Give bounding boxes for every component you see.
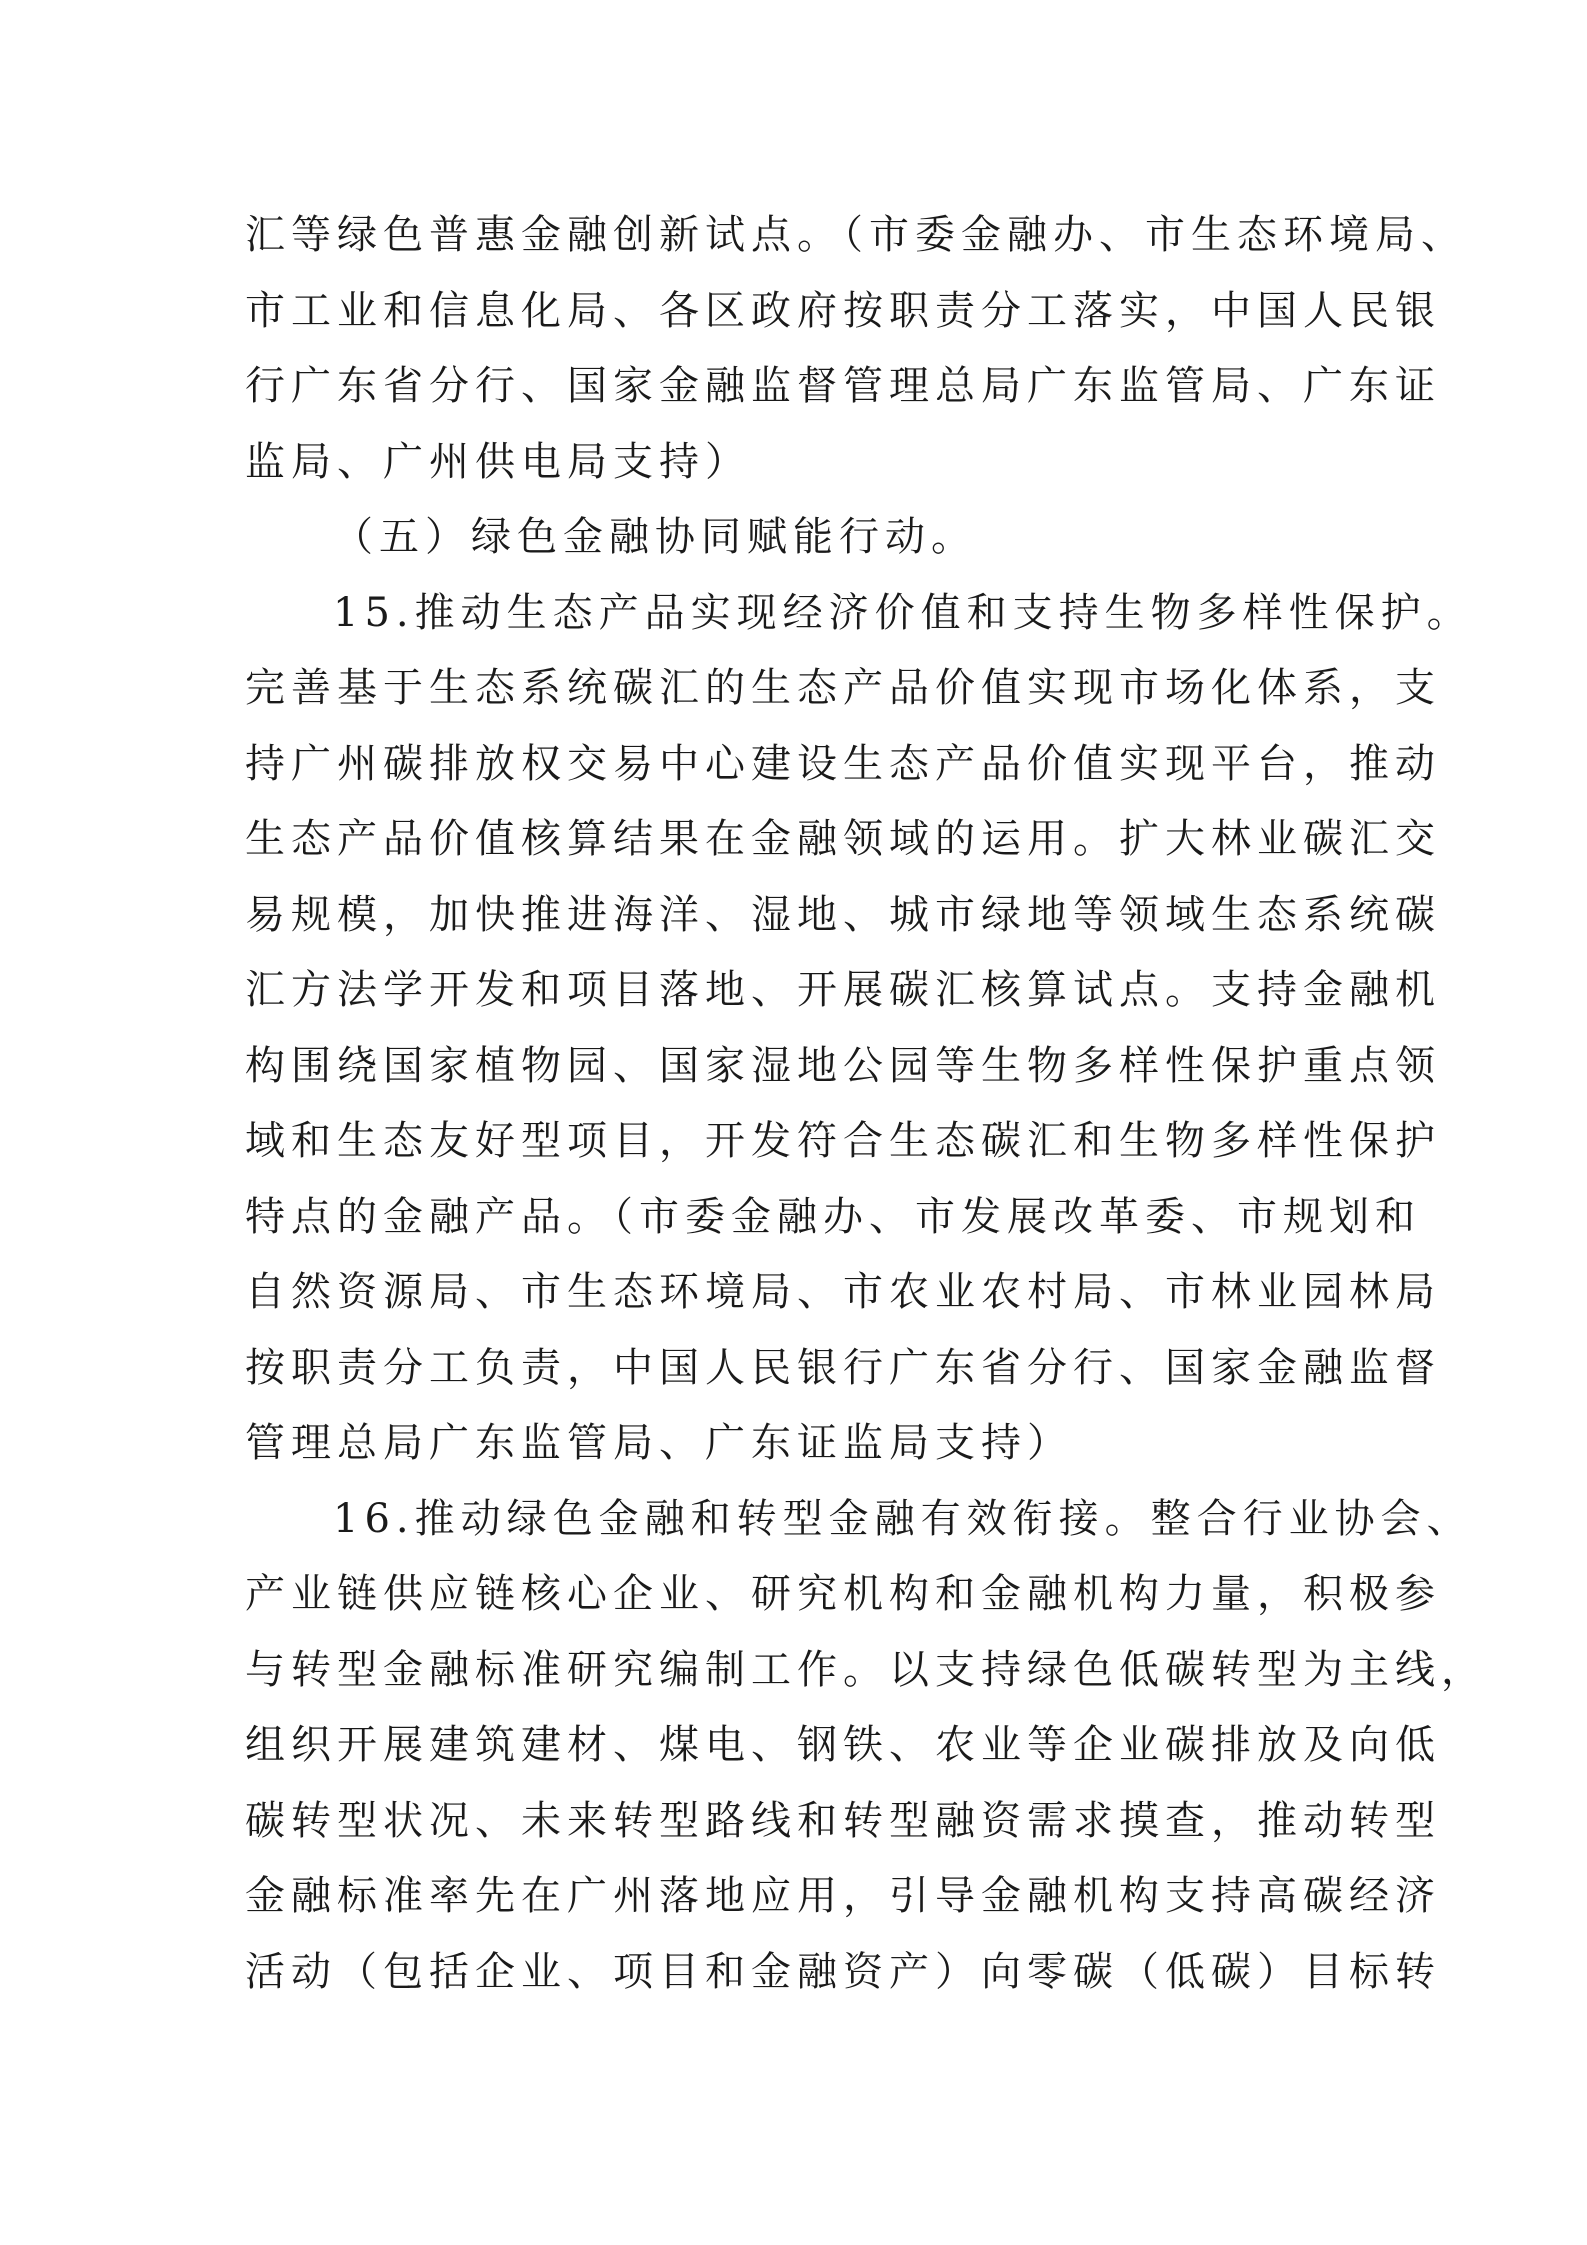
text-line: 活动（包括企业、项目和金融资产）向零碳（低碳）目标转 [245, 1948, 1441, 1995]
text-line: 市工业和信息化局、各区政府按职责分工落实，中国人民银 [245, 287, 1441, 334]
text-line: 自然资源局、市生态环境局、市农业农村局、市林业园林局 [245, 1269, 1441, 1315]
text-line: 与转型金融标准研究编制工作。以支持绿色低碳转型为主线， [245, 1646, 1487, 1693]
text-line: 金融标准率先在广州落地应用，引导金融机构支持高碳经济 [245, 1873, 1441, 1919]
text-line: 监局、广州供电局支持） [245, 438, 751, 485]
text-line: 汇方法学开发和项目落地、开展碳汇核算试点。支持金融机 [245, 967, 1441, 1013]
text-line: 产业链供应链核心企业、研究机构和金融机构力量，积极参 [245, 1571, 1441, 1617]
body-text [245, 198, 1487, 2010]
text-line: 域和生态友好型项目，开发符合生态碳汇和生物多样性保护 [245, 1118, 1441, 1164]
item-15-title-line: 15.推动生态产品实现经济价值和支持生物多样性保护。 [333, 589, 1473, 636]
item-16-title-line: 16.推动绿色金融和转型金融有效衔接。整合行业协会、 [333, 1495, 1473, 1542]
text-line: 汇等绿色普惠金融创新试点。（市委金融办、市生态环境局、 [245, 212, 1467, 258]
text-line: 碳转型状况、未来转型路线和转型融资需求摸查，推动转型 [245, 1797, 1441, 1844]
text-line: 持广州碳排放权交易中心建设生态产品价值实现平台，推动 [245, 740, 1441, 787]
text-line: 组织开展建筑建材、煤电、钢铁、农业等企业碳排放及向低 [245, 1722, 1441, 1768]
text-line: 构围绕国家植物园、国家湿地公园等生物多样性保护重点领 [245, 1042, 1441, 1089]
text-line: 完善基于生态系统碳汇的生态产品价值实现市场化体系，支 [245, 665, 1441, 711]
text-line: 行广东省分行、国家金融监督管理总局广东监管局、广东证 [245, 363, 1441, 409]
text-line: 生态产品价值核算结果在金融领域的运用。扩大林业碳汇交 [245, 816, 1441, 862]
text-line: 特点的金融产品。（市委金融办、市发展改革委、市规划和 [245, 1193, 1421, 1240]
section-heading: （五）绿色金融协同赋能行动。 [333, 514, 977, 560]
text-line: 易规模，加快推进海洋、湿地、城市绿地等领域生态系统碳 [245, 891, 1441, 938]
text-line: 按职责分工负责，中国人民银行广东省分行、国家金融监督 [245, 1344, 1441, 1391]
text-line: 管理总局广东监管局、广东证监局支持） [245, 1420, 1073, 1466]
